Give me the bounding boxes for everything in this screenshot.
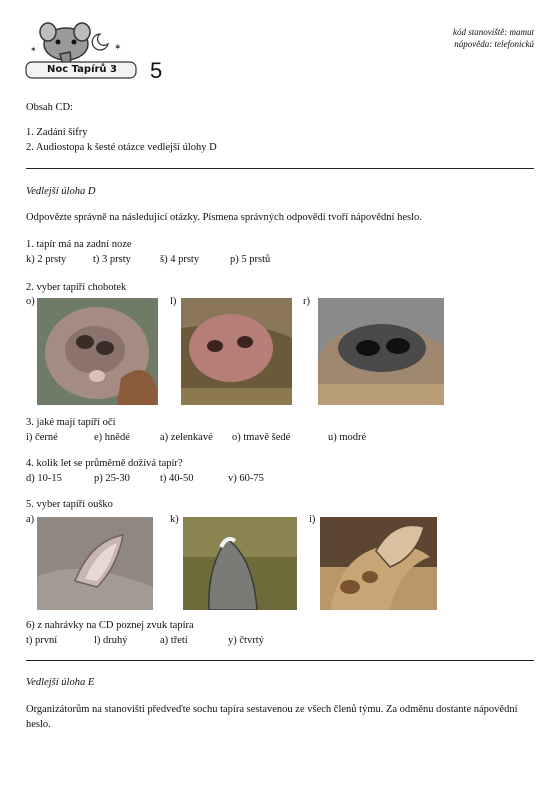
answer-option: u) modré [328, 432, 367, 443]
question-3: 3. jaké mají tapíří oči [26, 417, 116, 428]
answer-option: i) černé [26, 432, 58, 443]
logo [24, 22, 139, 84]
cd-item: 2. Audiostopa k šesté otázce vedlejší úlohy D [26, 142, 217, 153]
answer-option: t) 40-50 [160, 473, 194, 484]
answer-option: e) hnědé [94, 432, 130, 443]
answer-option: p) 5 prstů [230, 254, 271, 265]
answer-option: v) 60-75 [228, 473, 264, 484]
answer-option: a) zelenkavé [160, 432, 213, 443]
hint-type: nápověda: telefonická [454, 39, 534, 49]
task-e-title: Vedlejší úloha E [26, 677, 95, 688]
image-label: k) [170, 514, 179, 525]
answer-option: š) 4 prsty [160, 254, 200, 265]
logo-text: Noc Tapírů 3 [46, 64, 117, 75]
cd-title: Obsah CD: [26, 102, 73, 113]
snout-photo-tapir [318, 298, 444, 405]
svg-text:✶: ✶ [30, 45, 37, 54]
divider [26, 660, 534, 661]
snout-photo-elephant [37, 298, 158, 405]
question-4: 4. kolik let se průměrně dožívá tapír? [26, 458, 183, 469]
image-label: o) [26, 296, 35, 307]
question-5: 5. vyber tapíří ouško [26, 499, 113, 510]
answer-option: t) první [26, 635, 58, 646]
answer-option: d) 10-15 [26, 473, 62, 484]
header-meta [453, 26, 534, 50]
page-number: 5 [150, 58, 163, 83]
answer-option: t) 3 prsty [93, 254, 131, 265]
station-code: kód stanoviště: mamut [453, 27, 534, 37]
ear-photo-sheep [37, 517, 153, 610]
cd-item: 1. Zadání šifry [26, 127, 88, 138]
question-6: 6) z nahrávky na CD poznej zvuk tapíra [26, 620, 194, 631]
answer-option: k) 2 prsty [26, 254, 67, 265]
answer-option: y) čtvrtý [228, 635, 264, 646]
image-label: l) [170, 296, 177, 307]
task-d-intro: Odpovězte správně na následující otázky. Písmena správných odpovědí tvoří nápovědní heslo. [26, 212, 422, 223]
answer-option: a) třetí [160, 635, 188, 646]
ear-photo-giraffe [320, 517, 437, 610]
answer-option: p) 25-30 [94, 473, 130, 484]
snout-photo-pig [181, 298, 292, 405]
question-1: 1. tapír má na zadní noze [26, 239, 132, 250]
answer-option: l) druhý [94, 635, 128, 646]
task-d-title: Vedlejší úloha D [26, 186, 96, 197]
task-e-text: Organizátorům na stanovišti předveďte sochu tapíra sestavenou ze všech členů týmu. Za odměnu dostante nápovědní heslo. [26, 704, 518, 730]
image-label: a) [26, 514, 35, 525]
divider [26, 168, 534, 169]
image-label: r) [303, 296, 310, 307]
image-label: i) [309, 514, 316, 525]
svg-text:✶: ✶ [114, 42, 122, 52]
answer-option: o) tmavě šedé [232, 432, 291, 443]
question-2: 2. vyber tapíří chobotek [26, 282, 127, 293]
ear-photo-tapir [183, 517, 297, 610]
